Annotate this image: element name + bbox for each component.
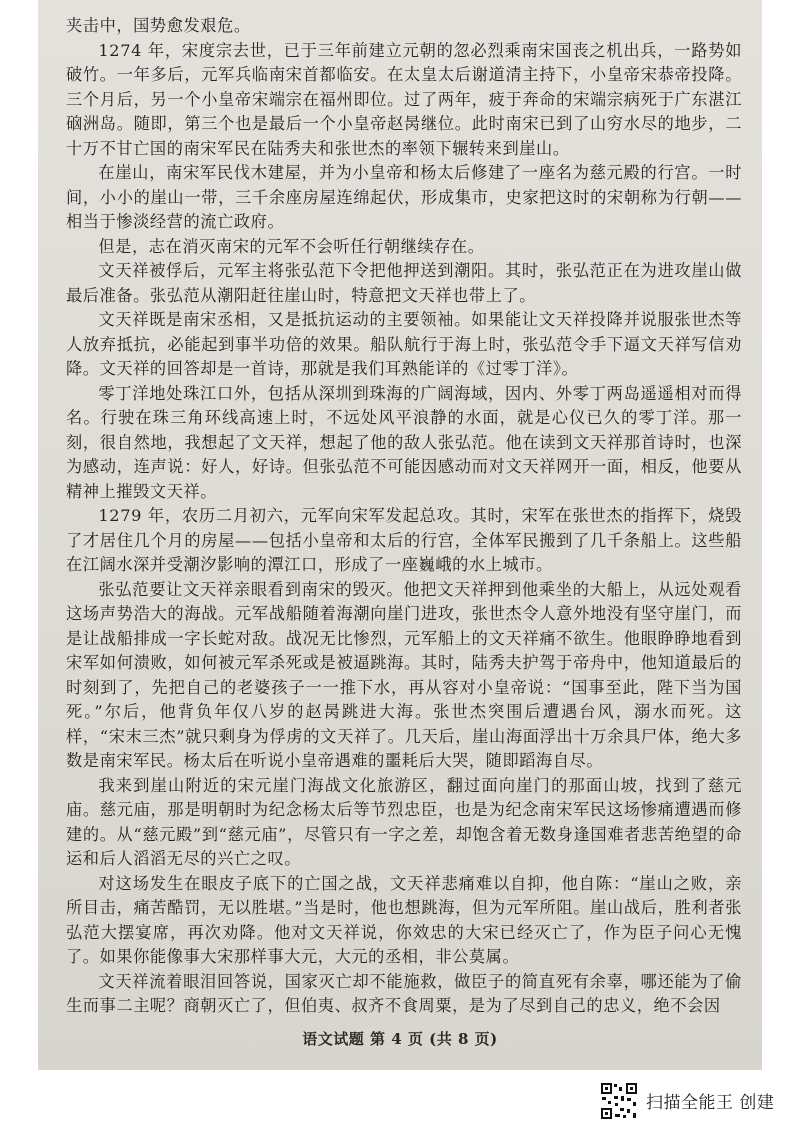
paragraph: 文天祥流着眼泪回答说，国家灭亡却不能施救，做臣子的简直死有余辜，哪还能为了偷生而事二主呢？商朝灭亡了，但伯夷、叔齐不食周粟，是为了尽到自己的忠义，绝不会因 (66, 971, 742, 1015)
paragraph: 1274 年，宋度宗去世，已于三年前建立元朝的忽必烈乘南宋国丧之机出兵，一路势如破竹。一年多后，元军兵临南宋首都临安。在太皇太后谢道清主持下，小皇帝宋恭帝投降。三个月后，另一个小皇帝宋端宗在福州即位。过了两年，疲于奔命的宋端宗病死于广东湛江硇洲岛。随即，第三个也是最后一个小皇帝赵昺继位。此时南宋已到了山穷水尽的地步，二十万不甘亡国的南宋军民在陆秀夫和张世杰的率领下辗转来到崖山。 (66, 40, 742, 158)
scanner-watermark-text: 扫描全能王 创建 (646, 1093, 775, 1113)
paragraph: 在崖山，南宋军民伐木建屋，并为小皇帝和杨太后修建了一座名为慈元殿的行宫。一时间，小小的崖山一带，三千余座房屋连绵起伏，形成集市，史家把这时的宋朝称为行朝——相当于惨淡经营的流亡政府。 (66, 163, 742, 231)
paragraph: 夹击中，国势愈发艰危。 (66, 16, 251, 35)
paragraph: 1279 年，农历二月初六，元军向宋军发起总攻。其时，宋军在张世杰的指挥下，烧毁了才居住几个月的房屋——包括小皇帝和太后的行宫，全体军民搬到了几千条船上。这些船在江阔水深并受潮汐影响的潭江口，形成了一座巍峨的水上城市。 (66, 506, 742, 574)
passage-body (66, 14, 742, 1019)
paragraph: 我来到崖山附近的宋元崖门海战文化旅游区，翻过面向崖门的那面山坡，找到了慈元庙。慈元庙，那是明朝时为纪念杨太后等节烈忠臣，也是为纪念南宋军民这场惨痛遭遇而修建的。从“慈元殿”到“慈元庙”，尽管只有一字之差，却饱含着无数身逢国难者悲苦绝望的命运和后人滔滔无尽的兴亡之叹。 (66, 775, 742, 868)
paragraph: 但是，志在消灭南宋的元军不会听任行朝继续存在。 (98, 236, 485, 256)
paragraph: 对这场发生在眼皮子底下的亡国之战，文天祥悲痛难以自抑，他自陈：“崖山之败，亲所目击，痛苦酷罚，无以胜堪。”当是时，他也想跳海，但为元军所阻。崖山战后，胜利者张弘范大摆宴席，再次劝降。他对文天祥说，你效忠的大宋已经灭亡了，作为臣子问心无愧了。如果你能像事大宋那样事大元，大元的丞相，非公莫属。 (66, 873, 742, 966)
qr-code-icon (600, 1082, 638, 1120)
page-number-footer: 语文试题 第 4 页 (共 8 页) (302, 1030, 498, 1048)
paragraph: 张弘范要让文天祥亲眼看到南宋的毁灭。他把文天祥押到他乘坐的大船上，从远处观看这场声势浩大的海战。元军战船随着海潮向崖门进攻，张世杰令人意外地没有坚守崖门，而是让战船排成一字长蛇对敌。战况无比惨烈，元军船上的文天祥痛不欲生。他眼睁睁地看到宋军如何溃败，如何被元军杀死或是被逼跳海。其时，陆秀夫护驾于帝舟中，他知道最后的时刻到了，先把自己的老婆孩子一一推下水，再从容对小皇帝说：“国事至此，陛下当为国死。”尔后，他背负年仅八岁的赵昺跳进大海。张世杰突围后遭遇台风，溺水而死。这样，“宋末三杰”就只剩身为俘虏的文天祥了。几天后，崖山海面浮出十万余具尸体，绝大多数是南宋军民。杨太后在听说小皇帝遇难的噩耗后大哭，随即蹈海自尽。 (66, 579, 742, 770)
paragraph: 文天祥既是南宋丞相，又是抵抗运动的主要领袖。如果能让文天祥投降并说服张世杰等人放弃抵抗，必能起到事半功倍的效果。船队航行于海上时，张弘范令手下逼文天祥写信劝降。文天祥的回答却是一首诗，那就是我们耳熟能详的《过零丁洋》。 (66, 310, 742, 378)
paragraph: 文天祥被俘后，元军主将张弘范下令把他押送到潮阳。其时，张弘范正在为进攻崖山做最后准备。张弘范从潮阳赶往崖山时，特意把文天祥也带上了。 (66, 261, 742, 305)
scanned-page (38, 0, 762, 1070)
paragraph: 零丁洋地处珠江口外，包括从深圳到珠海的广阔海域，因内、外零丁两岛遥遥相对而得名。行驶在珠三角环线高速上时，不远处风平浪静的水面，就是心仪已久的零丁洋。那一刻，很自然地，我想起了文天祥，想起了他的敌人张弘范。他在读到文天祥那首诗时，也深为感动，连声说：好人，好诗。但张弘范不可能因感动而对文天祥网开一面，相反，他要从精神上摧毁文天祥。 (66, 383, 742, 501)
